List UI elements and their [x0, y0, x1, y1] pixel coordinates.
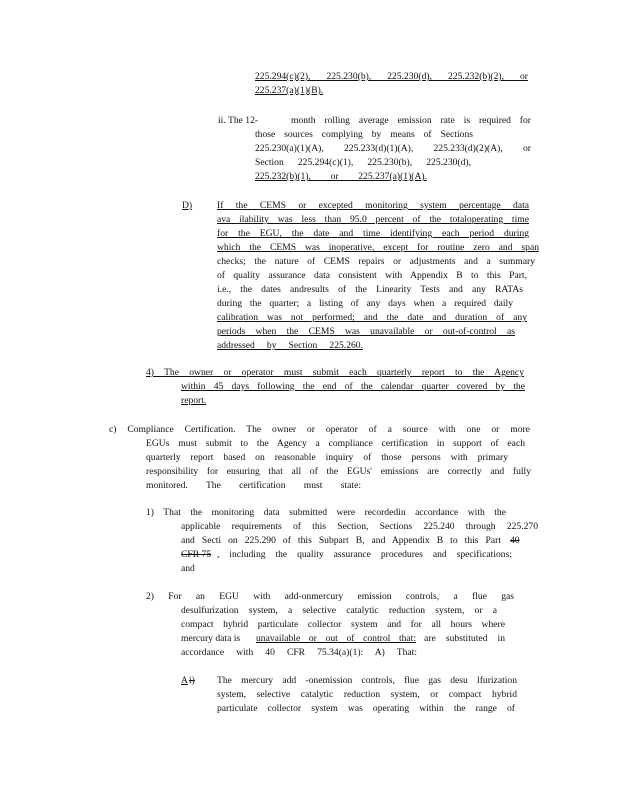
text-line: i.e., the dates andresults of the Linearity Tests and any RATAs [217, 284, 523, 295]
struck-text: CFR 75 [181, 549, 212, 560]
text-line: month rolling average emission rate is required for [291, 115, 531, 126]
text-line: 225.230(a)(1)(A), 225.233(d)(1)(A), 225.233(d)(2)(A), or [255, 143, 531, 154]
text-line: and Secti on 225.290 of this Subpart B, and Appendix B to this Part [181, 535, 501, 546]
text-line: desulfurization system, a selective catalytic reduction system, or a [181, 605, 497, 616]
text-line: system, selective catalytic reduction system, or compact hybrid [217, 689, 517, 700]
text-line: of quality assurance data consistent with Appendix B to this Part, [217, 270, 527, 281]
text-line: and [181, 563, 195, 574]
text-line: mercury data is [181, 633, 241, 644]
text-line: accordance with 40 CFR 75.34(a)(1): A) That: [181, 647, 417, 658]
text-line: for the EGU, the date and time identifying each period during [217, 228, 529, 239]
text-line: quarterly report based on reasonable inquiry of those persons with primary [146, 452, 508, 463]
text-line: compact hybrid particulate collector system and for all hours where [181, 619, 505, 630]
text-line: report. [181, 395, 207, 406]
list-marker-a: A [181, 675, 188, 686]
text-line: those sources complying by means of Sections [255, 129, 473, 140]
text-line: 4) The owner or operator must submit each quarterly report to the Agency [146, 367, 524, 378]
text-line: particulate collector system was operating within the range of [217, 703, 515, 714]
text-line: 225.294(c)(2), 225.230(b), 225.230(d), 225.232(b)(2), or [255, 71, 528, 82]
text-line: during the quarter; a listing of any days when a required daily [217, 298, 513, 309]
text-line: calibration was not performed; and the date and duration of any [217, 312, 527, 323]
struck-text: 40 [510, 535, 520, 546]
text-line: EGUs must submit to the Agency a compliance certification in support of each [146, 438, 525, 449]
struck-text: i) [189, 675, 195, 686]
text-line: , including the quality assurance procedures and specifications; [217, 549, 512, 560]
list-marker-d: D) [182, 200, 193, 211]
text-line: ava ilability was less than 95.0 percent of the totaloperating time [217, 214, 529, 225]
text-line: which the CEMS was inoperative, except for routine zero and span [217, 242, 539, 253]
list-marker-ii: ii. The 12- [218, 115, 259, 126]
text-line: The mercury add -onemission controls, flue gas desu lfurization [217, 675, 517, 686]
text-line: applicable requirements of this Section, Sections 225.240 through 225.270 [181, 521, 538, 532]
text-line: checks; the nature of CEMS repairs or adjustments and a summary [217, 256, 535, 267]
text-line: are substituted in [424, 633, 505, 644]
text-line: unavailable or out of control that: [256, 633, 416, 644]
text-line: periods when the CEMS was unavailable or out-of-control as [217, 326, 515, 337]
text-line: If the CEMS or excepted monitoring system percentage data [217, 200, 529, 211]
text-line: monitored. The certification must state: [146, 480, 361, 491]
text-line: 225.232(b)(1), or 225.237(a)(1)(A). [255, 171, 427, 182]
text-line: c) Compliance Certification. The owner or operator of a source with one or more [109, 424, 530, 435]
text-line: 1) That the monitoring data submitted were recordedin accordance with the [146, 507, 506, 518]
text-line: 2) For an EGU with add-onmercury emission controls, a flue gas [146, 591, 514, 602]
text-line: Section 225.294(c)(1), 225.230(b), 225.230(d), [255, 157, 471, 168]
text-line: within 45 days following the end of the calendar quarter covered by the [181, 381, 525, 392]
text-line: responsibility for ensuring that all of the EGUs' emissions are correctly and fully [146, 466, 531, 477]
text-line: 225.237(a)(1)(B). [255, 85, 324, 96]
text-line: addressed by Section 225.260. [217, 340, 363, 351]
